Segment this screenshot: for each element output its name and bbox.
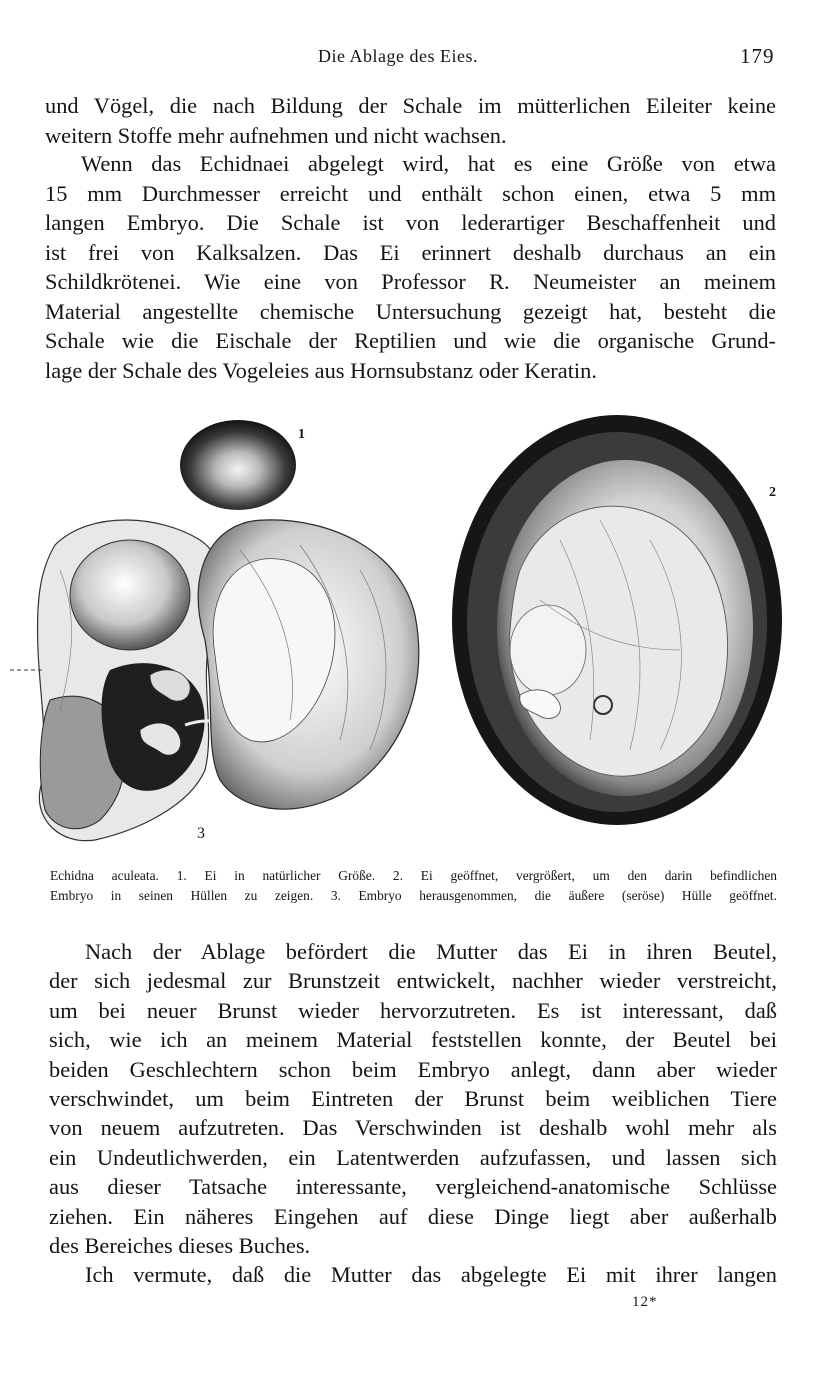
figure-caption — [50, 866, 777, 906]
text-line: beiden Geschlechtern schon beim Embryo anlegt, dann aber wieder — [49, 1056, 777, 1082]
text-line: um bei neuer Brunst wieder hervorzutreten. Es ist interessant, daß — [49, 997, 777, 1023]
echidna-egg-illustration — [0, 400, 825, 855]
text-line: Nach der Ablage befördert die Mutter das Ei in ihren Beutel, — [85, 939, 777, 964]
figure-label-3: 3 — [197, 825, 205, 842]
signature-mark: 12* — [632, 1294, 658, 1310]
text-line: von neuem aufzutreten. Das Verschwinden ist deshalb wohl mehr als — [49, 1115, 777, 1141]
paragraph-continued — [49, 1260, 777, 1290]
text-line: weitern Stoffe mehr aufnehmen und nicht wachsen. — [45, 122, 507, 148]
text-line: ist frei von Kalksalzen. Das Ei erinnert deshalb durchaus an ein — [45, 239, 776, 265]
text-line: langen Embryo. Die Schale ist von lederartiger Beschaffenheit und — [45, 210, 776, 235]
text-line: verschwindet, um beim Eintreten der Brunst beim weiblichen Tiere — [49, 1086, 777, 1112]
text-line: ein Undeutlichwerden, ein Latentwerden aufzufassen, und lassen sich — [49, 1144, 777, 1170]
text-line: ziehen. Ein näheres Eingehen auf diese Dinge liegt aber außerhalb — [49, 1203, 777, 1229]
paragraph-pouch — [49, 937, 777, 1260]
figure-label-2: 2 — [769, 485, 776, 500]
text-line: aus dieser Tatsache interessante, vergleichend-anatomische Schlüsse — [49, 1174, 777, 1200]
text-line: der sich jedesmal zur Brunstzeit entwickelt, nachher wieder verstreicht, — [49, 968, 777, 994]
figure-2-opened-egg — [452, 415, 782, 825]
caption-line: Embryo in seinen Hüllen zu zeigen. 3. Embryo herausgenommen, die äußere (seröse) Hülle geöffnet. — [50, 888, 777, 903]
text-line: sich, wie ich an meinem Material feststellen konnte, der Beutel bei — [49, 1027, 777, 1053]
page-number: 179 — [740, 44, 775, 68]
running-title: Die Ablage des Eies. — [318, 46, 478, 66]
text-line: Material angestellte chemische Untersuchung gezeigt hat, besteht die — [45, 298, 776, 324]
text-line: lage der Schale des Vogeleies aus Hornsubstanz oder Keratin. — [45, 357, 597, 383]
paragraph-egg-description — [45, 149, 776, 385]
text-line: Schildkrötenei. Wie eine von Professor R. Neumeister an meinem — [45, 269, 776, 294]
text-line: 15 mm Durchmesser erreicht und enthält schon einen, etwa 5 mm — [45, 180, 776, 206]
illustration-drawing — [0, 400, 825, 855]
text-line: Ich vermute, daß die Mutter das abgelegte Ei mit ihrer langen — [85, 1262, 777, 1287]
text-line: des Bereiches dieses Buches. — [49, 1233, 311, 1259]
figure-3-embryo — [10, 520, 419, 841]
figure-label-1: 1 — [298, 427, 305, 442]
caption-line: Echidna aculeata. 1. Ei in natürlicher Größe. 2. Ei geöffnet, vergrößert, um den darin befindlichen — [50, 868, 777, 883]
paragraph-continuation — [45, 91, 776, 150]
text-line: Schale wie die Eischale der Reptilien und wie die organische Grund- — [45, 328, 776, 353]
figure-1-egg — [180, 420, 296, 510]
text-line: und Vögel, die nach Bildung der Schale im mütterlichen Eileiter keine — [45, 93, 776, 118]
text-line: Wenn das Echidnaei abgelegt wird, hat es eine Größe von etwa — [81, 151, 776, 176]
running-head — [0, 44, 825, 72]
